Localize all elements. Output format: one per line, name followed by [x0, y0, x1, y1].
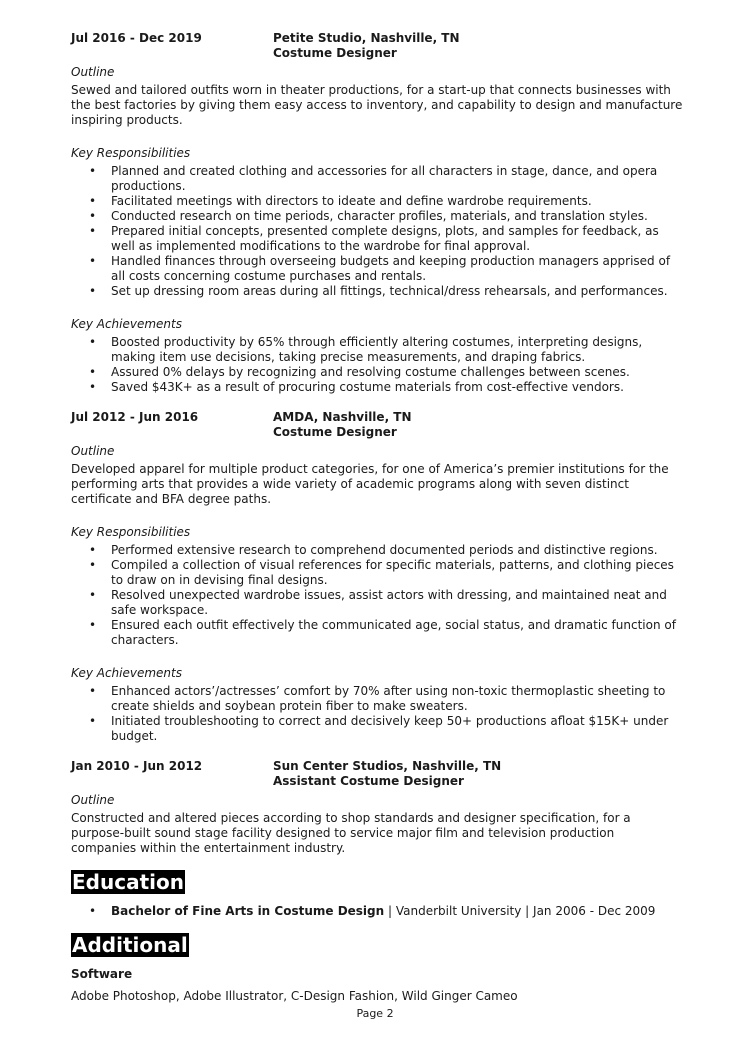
additional-heading: Additional — [72, 933, 188, 957]
education-item — [111, 904, 683, 919]
outline-label: Outline — [71, 444, 115, 458]
outline-label: Outline — [71, 793, 115, 807]
job-company: AMDA, Nashville, TN — [273, 410, 412, 424]
resume-page — [71, 31, 683, 1004]
job-header — [71, 759, 683, 789]
list-item: • Set up dressing room areas during all fittings, technical/dress rehearsals, and performances. — [111, 284, 683, 299]
list-item: • Conducted research on time periods, character profiles, materials, and translation styles. — [111, 209, 683, 224]
job-right — [273, 31, 460, 61]
job-entry — [71, 410, 683, 744]
list-item: • Planned and created clothing and accessories for all characters in stage, dance, and opera productions. — [111, 164, 683, 194]
degree-details: | Vanderbilt University | Jan 2006 - Dec 2009 — [384, 904, 656, 918]
responsibilities-label: Key Responsibilities — [71, 525, 191, 539]
job-title: Costume Designer — [273, 46, 397, 60]
job-date: Jan 2010 - Jun 2012 — [71, 759, 203, 773]
responsibilities-list — [71, 164, 683, 299]
achievements-list — [71, 335, 683, 395]
list-item: • Ensured each outfit effectively the communicated age, social status, and dramatic function of characters. — [111, 618, 683, 648]
list-item: • Enhanced actors’/actresses’ comfort by 70% after using non-toxic thermoplastic sheeting to create shields and soybean protein fiber to make sweaters. — [111, 684, 683, 714]
achievements-label: Key Achievements — [71, 666, 182, 680]
job-date: Jul 2016 - Dec 2019 — [71, 31, 202, 45]
list-item: • Performed extensive research to comprehend documented periods and distinctive regions. — [111, 543, 683, 558]
page-number: Page 2 — [356, 1007, 394, 1020]
education-list — [71, 904, 683, 919]
list-item: • Initiated troubleshooting to correct and decisively keep 50+ productions afloat $15K+ under budget. — [111, 714, 683, 744]
outline-label: Outline — [71, 65, 115, 79]
list-item: • Facilitated meetings with directors to ideate and define wardrobe requirements. — [111, 194, 683, 209]
list-item: • Assured 0% delays by recognizing and resolving costume challenges between scenes. — [111, 365, 683, 380]
list-item: • Boosted productivity by 65% through efficiently altering costumes, interpreting designs, making item use decisions, taking precise measurements, and draping fabrics. — [111, 335, 683, 365]
software-list: Adobe Photoshop, Adobe Illustrator, C-Design Fashion, Wild Ginger Cameo — [71, 989, 518, 1003]
job-title: Costume Designer — [273, 425, 397, 439]
job-right — [273, 410, 412, 440]
achievements-list — [71, 684, 683, 744]
achievements-label: Key Achievements — [71, 317, 182, 331]
education-heading: Education — [72, 870, 184, 894]
job-right — [273, 759, 501, 789]
list-item: • Compiled a collection of visual references for specific materials, patterns, and clothing pieces to draw on in devising final designs. — [111, 558, 683, 588]
job-date: Jul 2012 - Jun 2016 — [71, 410, 199, 424]
job-company: Sun Center Studios, Nashville, TN — [273, 759, 502, 773]
list-item: • Handled finances through overseeing budgets and keeping production managers apprised of all costs concerning costume purchases and rentals. — [111, 254, 683, 284]
list-item: • Resolved unexpected wardrobe issues, assist actors with dressing, and maintained neat and safe workspace. — [111, 588, 683, 618]
job-header — [71, 31, 683, 61]
job-company: Petite Studio, Nashville, TN — [273, 31, 460, 45]
responsibilities-label: Key Responsibilities — [71, 146, 191, 160]
outline-text: Constructed and altered pieces according to shop standards and designer specification, for a purpose-built sound stage facility designed to service major film and television production companies within the entertainment industry. — [71, 811, 631, 855]
software-label: Software — [71, 967, 133, 981]
job-header — [71, 410, 683, 440]
list-item: • Prepared initial concepts, presented complete designs, plots, and samples for feedback, as well as implemented modifications to the wardrobe for final approval. — [111, 224, 683, 254]
job-title: Assistant Costume Designer — [273, 774, 464, 788]
responsibilities-list — [71, 543, 683, 648]
outline-text: Sewed and tailored outfits worn in theater productions, for a start-up that connects businesses with the best factories by giving them easy access to inventory, and capability to design and manufacture inspiring products. — [71, 83, 683, 127]
job-entry — [71, 759, 683, 856]
list-item: • Saved $43K+ as a result of procuring costume materials from cost-effective vendors. — [111, 380, 683, 395]
degree-name: Bachelor of Fine Arts in Costume Design — [111, 904, 385, 918]
job-entry — [71, 31, 683, 395]
outline-text: Developed apparel for multiple product categories, for one of America’s premier institutions for the performing arts that provides a wide variety of academic programs along with seven distinct certificate and BFA degree paths. — [71, 462, 669, 506]
